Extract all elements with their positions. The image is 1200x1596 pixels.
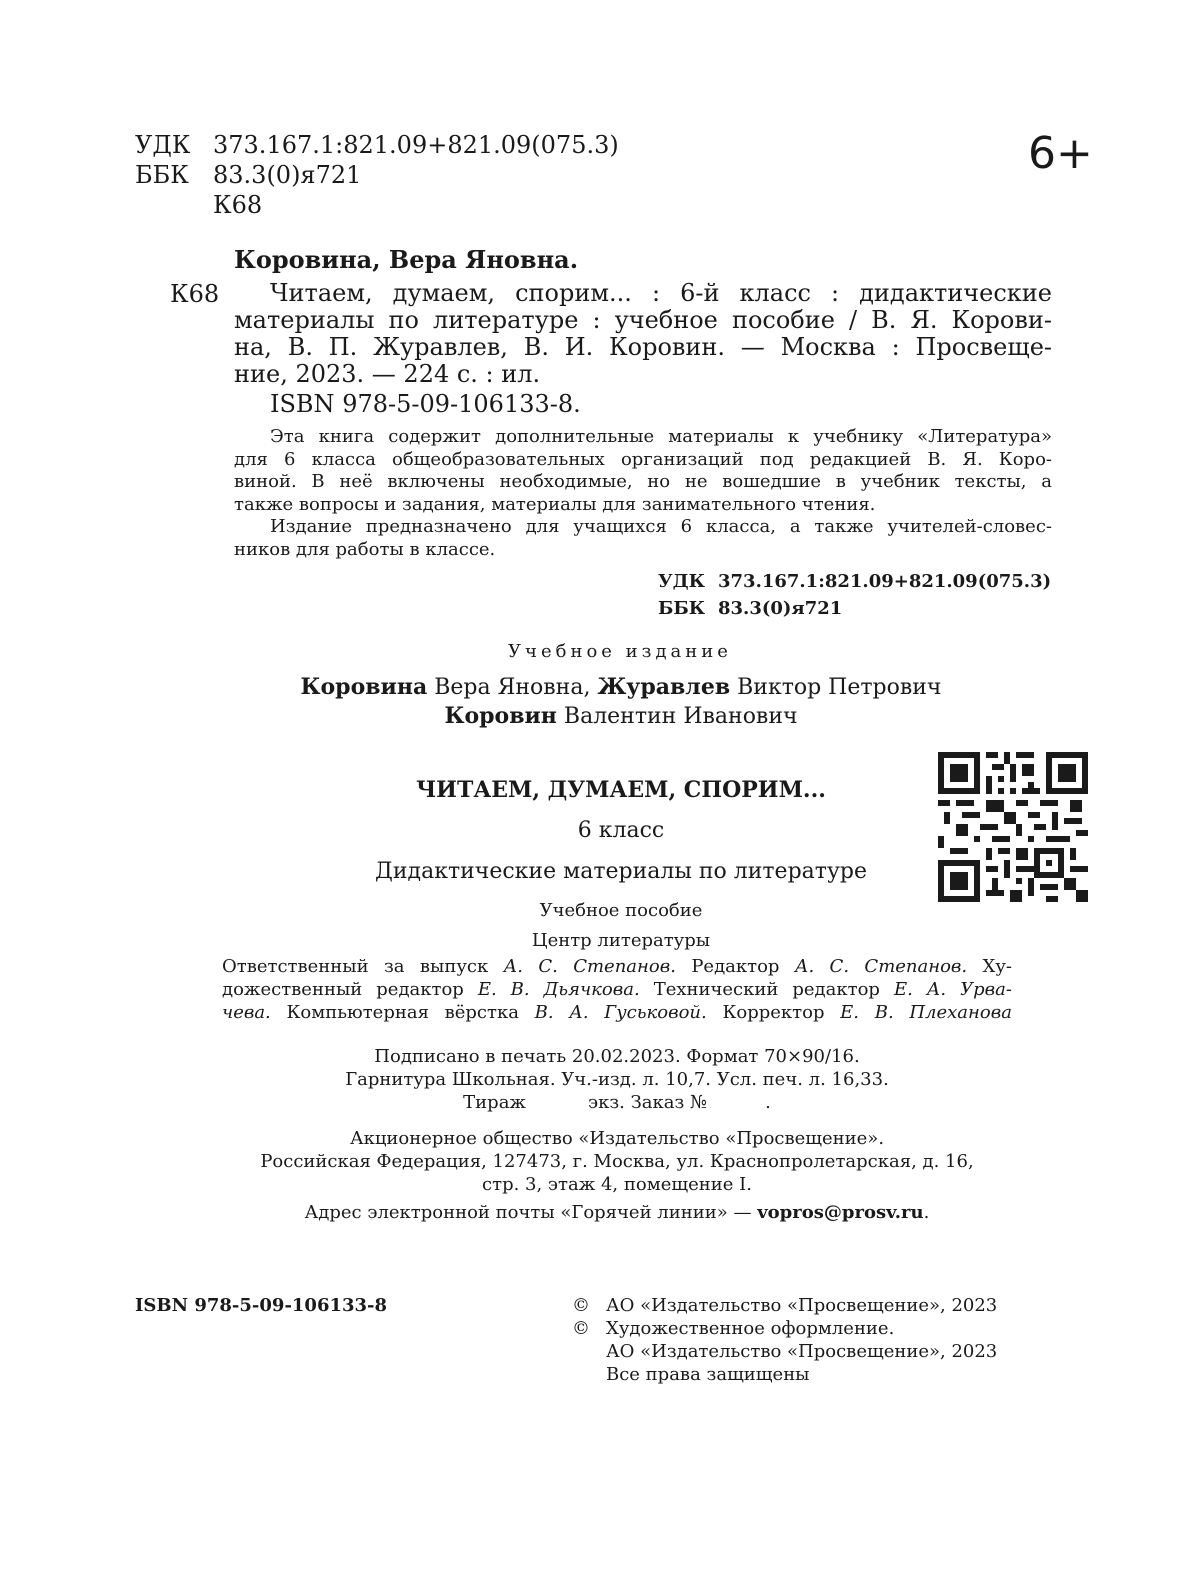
- copyright-line: Художественное оформление.: [606, 1318, 895, 1339]
- author-names: Виктор Петрович: [737, 675, 942, 700]
- credit-person: Е. А. Урва-: [893, 979, 1012, 1000]
- credits: [222, 955, 1012, 1024]
- credit-person: Е. В. Дьячкова.: [477, 979, 640, 1000]
- edition-type: Учебное издание: [508, 641, 732, 662]
- annotation: [234, 426, 1052, 561]
- email-address: vopros@prosv.ru: [757, 1202, 924, 1223]
- author-names: Валентин Иванович: [563, 704, 798, 729]
- center-name: Центр литературы: [531, 930, 711, 951]
- age-rating: 6+: [1028, 128, 1093, 179]
- annotation-line: виной. В неё включены необходимые, но не вошедшие в учебник тексты, а: [234, 471, 1052, 492]
- publisher-line: Акционерное общество «Издательство «Просвещение».: [349, 1128, 885, 1149]
- classification-block: [135, 130, 619, 220]
- credit-person: Е. В. Плеханова: [840, 1002, 1012, 1023]
- doc-type: Учебное пособие: [539, 900, 703, 921]
- order-label: экз. Заказ №: [588, 1092, 708, 1113]
- credit-role: Ответственный за выпуск: [222, 956, 489, 977]
- biblio-line: материалы по литературе : учебное пособие / В. Я. Корови-: [234, 306, 1052, 334]
- print-line: Гарнитура Школьная. Уч.-изд. л. 10,7. Усл. печ. л. 16,33.: [345, 1069, 889, 1090]
- udk-row: [658, 568, 1051, 595]
- email-end: .: [923, 1202, 930, 1223]
- annotation-line: ников для работы в классе.: [234, 538, 496, 560]
- hotline-email: [222, 1202, 1012, 1223]
- print-info: [222, 1045, 1012, 1114]
- subtitle: Дидактические материалы по литературе: [374, 859, 867, 884]
- copyright-icon: ©: [572, 1295, 590, 1316]
- udk-value: 373.167.1:821.09+821.09(075.3): [213, 131, 619, 159]
- copyright-line: Все права защищены: [606, 1364, 810, 1385]
- bbk-row: [658, 595, 1051, 622]
- udk-row: [135, 130, 619, 160]
- author-mark: К68: [213, 191, 263, 219]
- author-mark-side: К68: [170, 280, 220, 308]
- biblio-line: на, В. П. Журавлев, В. И. Коровин. — Москва : Просвеще-: [234, 333, 1052, 361]
- credits-line: [222, 978, 1012, 1001]
- biblio-line: Читаем, думаем, спорим... : 6-й класс : дидактические: [270, 279, 1052, 307]
- credit-role: Ху-: [982, 956, 1013, 977]
- credit-person: А. С. Степанов.: [503, 956, 676, 977]
- author-heading: Коровина, Вера Яновна.: [234, 245, 579, 274]
- udk-label: УДК: [658, 571, 705, 592]
- publisher-line: Российская Федерация, 127473, г. Москва, ул. Краснопролетарская, д. 16,: [260, 1151, 974, 1172]
- authors-line-1: [234, 674, 1008, 700]
- publisher-line: стр. 3, этаж 4, помещение I.: [482, 1174, 752, 1195]
- bbk-value: 83.3(0)я721: [213, 161, 362, 189]
- bbk-label: ББК: [658, 598, 706, 619]
- authors-line-2: [234, 703, 1008, 729]
- credit-person: В. А. Гуськовой.: [534, 1002, 707, 1023]
- author-mark-row: [135, 190, 619, 220]
- annotation-line: Эта книга содержит дополнительные материалы к учебнику «Литература»: [270, 426, 1052, 447]
- email-label: Адрес электронной почты «Горячей линии» —: [304, 1202, 752, 1223]
- copyright-line: АО «Издательство «Просвещение», 2023: [606, 1341, 998, 1362]
- publisher-address: [222, 1127, 1012, 1196]
- author-surname: Коровин: [444, 703, 557, 729]
- author-surname: Коровина: [300, 674, 428, 700]
- credits-line: [222, 955, 1012, 978]
- bibliographic-description: [234, 280, 1052, 388]
- isbn-top: ISBN 978-5-09-106133-8.: [270, 390, 581, 418]
- print-line: Подписано в печать 20.02.2023. Формат 70×90/16.: [374, 1046, 860, 1067]
- credit-person: чева.: [222, 1002, 271, 1023]
- annotation-line: для 6 класса общеобразовательных организаций под редакцией В. Я. Коро-: [234, 448, 1052, 470]
- copyright-icon: ©: [572, 1318, 590, 1339]
- credit-role: Технический редактор: [653, 979, 880, 1000]
- credit-role: дожественный редактор: [222, 979, 464, 1000]
- credit-role: Компьютерная вёрстка: [286, 1002, 519, 1023]
- bbk-row: [135, 160, 619, 190]
- isbn-bottom: ISBN 978-5-09-106133-8: [135, 1295, 388, 1316]
- order-end: .: [765, 1092, 771, 1113]
- copyright-block: [572, 1294, 997, 1386]
- grade: 6 класс: [577, 818, 665, 843]
- biblio-line: ние, 2023. — 224 с. : ил.: [234, 360, 541, 388]
- bbk-value: 83.3(0)я721: [718, 598, 843, 619]
- annotation-line: также вопросы и задания, материалы для занимательного чтения.: [234, 493, 876, 515]
- annotation-line: Издание предназначено для учащихся 6 класса, а также учителей-словес-: [270, 516, 1052, 537]
- copyright-line: АО «Издательство «Просвещение», 2023: [606, 1295, 998, 1316]
- udk-label: УДК: [135, 131, 191, 159]
- credit-role: Корректор: [722, 1002, 825, 1023]
- author-names: Вера Яновна,: [434, 675, 591, 700]
- classification-bottom: [658, 568, 1051, 622]
- udk-value: 373.167.1:821.09+821.09(075.3): [718, 571, 1052, 592]
- book-title: ЧИТАЕМ, ДУМАЕМ, СПОРИМ...: [416, 777, 826, 803]
- credits-line: [222, 1001, 1012, 1024]
- credit-person: А. С. Степанов.: [794, 956, 968, 977]
- print-line: [222, 1091, 1012, 1114]
- author-surname: Журавлев: [597, 674, 731, 700]
- bbk-label: ББК: [135, 161, 189, 189]
- circulation-label: Тираж: [463, 1092, 526, 1113]
- credit-role: Редактор: [691, 956, 780, 977]
